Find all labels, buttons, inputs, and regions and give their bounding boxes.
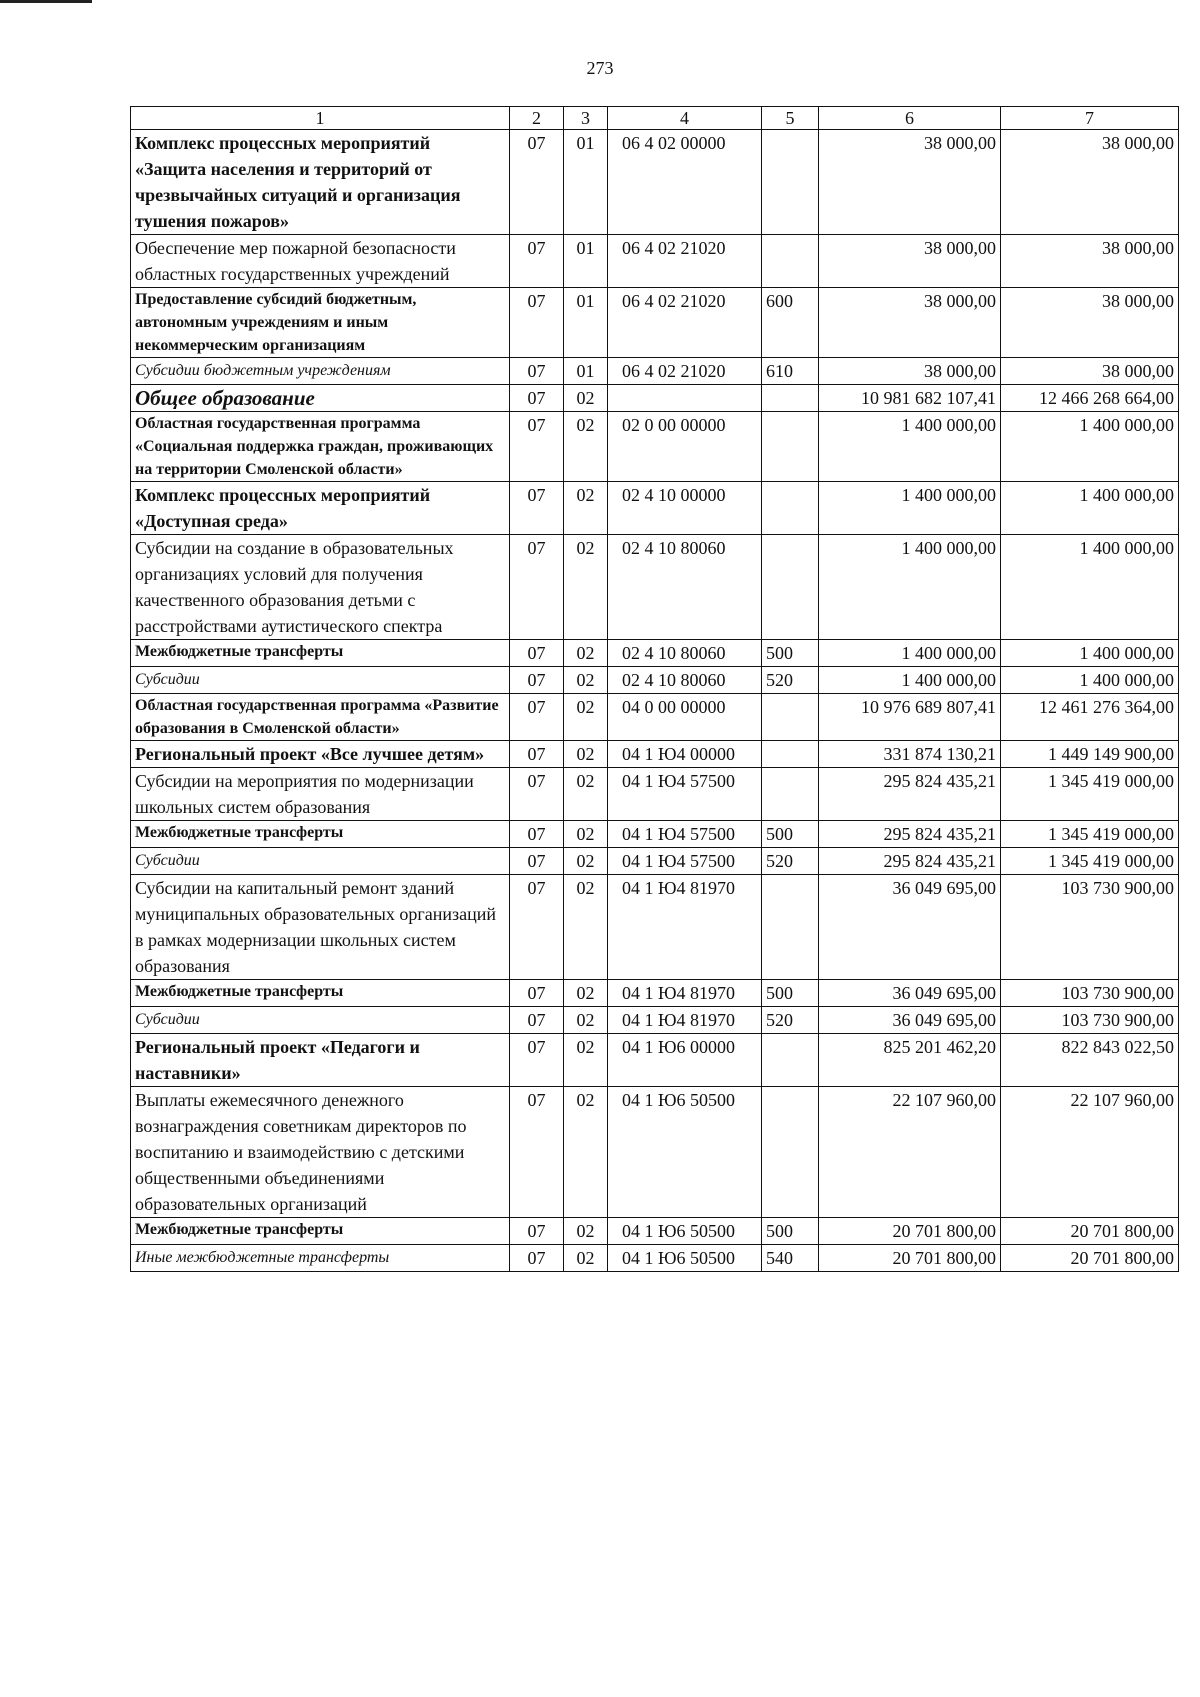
expense-type-cell (762, 385, 819, 412)
amount-year1-cell: 20 701 800,00 (819, 1218, 1001, 1245)
header-row (131, 107, 1179, 130)
row-name-cell: Межбюджетные трансферты (131, 980, 510, 1007)
table-row (131, 1034, 1179, 1087)
section-code-cell: 07 (510, 821, 564, 848)
table-row (131, 640, 1179, 667)
target-article-cell: 06 4 02 21020 (608, 235, 762, 288)
subsection-code-cell: 02 (564, 385, 608, 412)
subsection-code-cell: 02 (564, 1218, 608, 1245)
subsection-code-cell: 02 (564, 412, 608, 482)
section-code-cell: 07 (510, 482, 564, 535)
scan-corner-mark (0, 0, 92, 3)
target-article-cell: 04 1 Ю6 50500 (608, 1087, 762, 1218)
amount-year1-cell: 22 107 960,00 (819, 1087, 1001, 1218)
table-row (131, 482, 1179, 535)
table-row (131, 1087, 1179, 1218)
target-article-cell: 04 1 Ю4 00000 (608, 741, 762, 768)
target-article-cell: 02 4 10 80060 (608, 535, 762, 640)
amount-year2-cell: 20 701 800,00 (1001, 1245, 1179, 1272)
row-name-cell: Региональный проект «Все лучшее детям» (131, 741, 510, 768)
amount-year2-cell: 1 345 419 000,00 (1001, 768, 1179, 821)
table-row (131, 130, 1179, 235)
amount-year1-cell: 331 874 130,21 (819, 741, 1001, 768)
header-cell: 5 (762, 107, 819, 130)
section-code-cell: 07 (510, 288, 564, 358)
table-row (131, 848, 1179, 875)
expense-type-cell (762, 1087, 819, 1218)
expense-type-cell: 500 (762, 1218, 819, 1245)
section-code-cell: 07 (510, 1007, 564, 1034)
amount-year2-cell: 38 000,00 (1001, 288, 1179, 358)
header-cell: 1 (131, 107, 510, 130)
section-code-cell: 07 (510, 640, 564, 667)
table-row (131, 980, 1179, 1007)
table-row (131, 768, 1179, 821)
target-article-cell: 04 1 Ю4 81970 (608, 1007, 762, 1034)
subsection-code-cell: 02 (564, 482, 608, 535)
row-name-cell: Межбюджетные трансферты (131, 640, 510, 667)
target-article-cell: 02 0 00 00000 (608, 412, 762, 482)
amount-year1-cell: 36 049 695,00 (819, 875, 1001, 980)
target-article-cell: 02 4 10 00000 (608, 482, 762, 535)
expense-type-cell: 520 (762, 667, 819, 694)
amount-year2-cell: 822 843 022,50 (1001, 1034, 1179, 1087)
target-article-cell: 04 1 Ю6 00000 (608, 1034, 762, 1087)
subsection-code-cell: 01 (564, 235, 608, 288)
row-name-cell: Субсидии на создание в образовательных организациях условий для получения качественного образования детьми с расстройствами аутистического спектра (131, 535, 510, 640)
table-row (131, 535, 1179, 640)
subsection-code-cell: 02 (564, 741, 608, 768)
expense-type-cell: 600 (762, 288, 819, 358)
row-name-cell: Областная государственная программа «Социальная поддержка граждан, проживающих на территории Смоленской области» (131, 412, 510, 482)
header-cell: 7 (1001, 107, 1179, 130)
target-article-cell (608, 385, 762, 412)
amount-year1-cell: 38 000,00 (819, 288, 1001, 358)
section-code-cell: 07 (510, 980, 564, 1007)
header-cell: 4 (608, 107, 762, 130)
amount-year1-cell: 20 701 800,00 (819, 1245, 1001, 1272)
amount-year1-cell: 295 824 435,21 (819, 848, 1001, 875)
row-name-cell: Субсидии на капитальный ремонт зданий муниципальных образовательных организаций в рамках модернизации школьных систем образования (131, 875, 510, 980)
subsection-code-cell: 02 (564, 1034, 608, 1087)
section-code-cell: 07 (510, 535, 564, 640)
row-name-cell: Комплекс процессных мероприятий «Доступная среда» (131, 482, 510, 535)
expense-type-cell: 500 (762, 980, 819, 1007)
amount-year1-cell: 1 400 000,00 (819, 640, 1001, 667)
target-article-cell: 06 4 02 21020 (608, 288, 762, 358)
table-row (131, 694, 1179, 741)
section-code-cell: 07 (510, 741, 564, 768)
table-row (131, 1007, 1179, 1034)
table-row (131, 741, 1179, 768)
target-article-cell: 04 0 00 00000 (608, 694, 762, 741)
expense-type-cell (762, 741, 819, 768)
amount-year1-cell: 295 824 435,21 (819, 768, 1001, 821)
amount-year2-cell: 103 730 900,00 (1001, 980, 1179, 1007)
expense-type-cell (762, 235, 819, 288)
expense-type-cell: 520 (762, 1007, 819, 1034)
expense-type-cell: 540 (762, 1245, 819, 1272)
subsection-code-cell: 02 (564, 848, 608, 875)
amount-year2-cell: 1 400 000,00 (1001, 640, 1179, 667)
amount-year1-cell: 825 201 462,20 (819, 1034, 1001, 1087)
amount-year1-cell: 1 400 000,00 (819, 482, 1001, 535)
amount-year2-cell: 1 400 000,00 (1001, 667, 1179, 694)
amount-year2-cell: 1 345 419 000,00 (1001, 848, 1179, 875)
subsection-code-cell: 02 (564, 980, 608, 1007)
row-name-cell: Общее образование (131, 385, 510, 412)
target-article-cell: 02 4 10 80060 (608, 667, 762, 694)
amount-year1-cell: 1 400 000,00 (819, 667, 1001, 694)
section-code-cell: 07 (510, 412, 564, 482)
amount-year2-cell: 12 466 268 664,00 (1001, 385, 1179, 412)
section-code-cell: 07 (510, 358, 564, 385)
header-cell: 3 (564, 107, 608, 130)
amount-year2-cell: 103 730 900,00 (1001, 875, 1179, 980)
subsection-code-cell: 02 (564, 1087, 608, 1218)
expense-type-cell: 610 (762, 358, 819, 385)
row-name-cell: Субсидии (131, 667, 510, 694)
subsection-code-cell: 02 (564, 1007, 608, 1034)
page-number: 273 (586, 58, 614, 78)
expense-type-cell: 500 (762, 640, 819, 667)
row-name-cell: Комплекс процессных мероприятий «Защита населения и территорий от чрезвычайных ситуаций и организация тушения пожаров» (131, 130, 510, 235)
amount-year2-cell: 12 461 276 364,00 (1001, 694, 1179, 741)
target-article-cell: 04 1 Ю4 57500 (608, 821, 762, 848)
amount-year2-cell: 1 400 000,00 (1001, 412, 1179, 482)
section-code-cell: 07 (510, 1034, 564, 1087)
expense-type-cell (762, 535, 819, 640)
amount-year1-cell: 295 824 435,21 (819, 821, 1001, 848)
amount-year1-cell: 1 400 000,00 (819, 412, 1001, 482)
row-name-cell: Областная государственная программа «Развитие образования в Смоленской области» (131, 694, 510, 741)
target-article-cell: 06 4 02 00000 (608, 130, 762, 235)
amount-year2-cell: 22 107 960,00 (1001, 1087, 1179, 1218)
header-cell: 2 (510, 107, 564, 130)
expense-type-cell: 520 (762, 848, 819, 875)
section-code-cell: 07 (510, 385, 564, 412)
expense-type-cell (762, 130, 819, 235)
subsection-code-cell: 02 (564, 640, 608, 667)
table-row (131, 288, 1179, 358)
amount-year1-cell: 36 049 695,00 (819, 1007, 1001, 1034)
row-name-cell: Предоставление субсидий бюджетным, автономным учреждениям и иным некоммерческим организациям (131, 288, 510, 358)
section-code-cell: 07 (510, 1245, 564, 1272)
expense-type-cell: 500 (762, 821, 819, 848)
section-code-cell: 07 (510, 848, 564, 875)
target-article-cell: 04 1 Ю6 50500 (608, 1218, 762, 1245)
section-code-cell: 07 (510, 1218, 564, 1245)
subsection-code-cell: 02 (564, 694, 608, 741)
row-name-cell: Межбюджетные трансферты (131, 1218, 510, 1245)
section-code-cell: 07 (510, 1087, 564, 1218)
expense-type-cell (762, 1034, 819, 1087)
row-name-cell: Субсидии (131, 848, 510, 875)
target-article-cell: 04 1 Ю4 57500 (608, 848, 762, 875)
expense-type-cell (762, 482, 819, 535)
amount-year2-cell: 1 449 149 900,00 (1001, 741, 1179, 768)
section-code-cell: 07 (510, 875, 564, 980)
table-row (131, 385, 1179, 412)
subsection-code-cell: 01 (564, 358, 608, 385)
subsection-code-cell: 02 (564, 875, 608, 980)
amount-year2-cell: 38 000,00 (1001, 235, 1179, 288)
subsection-code-cell: 02 (564, 768, 608, 821)
table-row (131, 875, 1179, 980)
amount-year1-cell: 38 000,00 (819, 358, 1001, 385)
table-row (131, 412, 1179, 482)
subsection-code-cell: 01 (564, 288, 608, 358)
row-name-cell: Субсидии бюджетным учреждениям (131, 358, 510, 385)
amount-year1-cell: 38 000,00 (819, 130, 1001, 235)
amount-year1-cell: 10 976 689 807,41 (819, 694, 1001, 741)
amount-year2-cell: 1 400 000,00 (1001, 535, 1179, 640)
table-row (131, 1218, 1179, 1245)
header-cell: 6 (819, 107, 1001, 130)
subsection-code-cell: 01 (564, 130, 608, 235)
expense-type-cell (762, 875, 819, 980)
amount-year2-cell: 103 730 900,00 (1001, 1007, 1179, 1034)
section-code-cell: 07 (510, 130, 564, 235)
section-code-cell: 07 (510, 667, 564, 694)
expense-type-cell (762, 694, 819, 741)
row-name-cell: Обеспечение мер пожарной безопасности областных государственных учреждений (131, 235, 510, 288)
subsection-code-cell: 02 (564, 535, 608, 640)
target-article-cell: 02 4 10 80060 (608, 640, 762, 667)
amount-year1-cell: 36 049 695,00 (819, 980, 1001, 1007)
subsection-code-cell: 02 (564, 1245, 608, 1272)
table-row (131, 1245, 1179, 1272)
section-code-cell: 07 (510, 694, 564, 741)
subsection-code-cell: 02 (564, 821, 608, 848)
amount-year1-cell: 38 000,00 (819, 235, 1001, 288)
row-name-cell: Выплаты ежемесячного денежного вознаграждения советникам директоров по воспитанию и взаимодействию с детскими общественными объединениями образовательных организаций (131, 1087, 510, 1218)
expense-type-cell (762, 768, 819, 821)
target-article-cell: 06 4 02 21020 (608, 358, 762, 385)
section-code-cell: 07 (510, 235, 564, 288)
row-name-cell: Иные межбюджетные трансферты (131, 1245, 510, 1272)
subsection-code-cell: 02 (564, 667, 608, 694)
row-name-cell: Региональный проект «Педагоги и наставники» (131, 1034, 510, 1087)
expense-type-cell (762, 412, 819, 482)
target-article-cell: 04 1 Ю4 57500 (608, 768, 762, 821)
table-row (131, 235, 1179, 288)
table-row (131, 667, 1179, 694)
amount-year2-cell: 1 400 000,00 (1001, 482, 1179, 535)
row-name-cell: Межбюджетные трансферты (131, 821, 510, 848)
budget-table (130, 106, 1179, 1272)
amount-year2-cell: 38 000,00 (1001, 358, 1179, 385)
target-article-cell: 04 1 Ю4 81970 (608, 875, 762, 980)
table-row (131, 358, 1179, 385)
amount-year2-cell: 38 000,00 (1001, 130, 1179, 235)
amount-year2-cell: 1 345 419 000,00 (1001, 821, 1179, 848)
table-row (131, 821, 1179, 848)
section-code-cell: 07 (510, 768, 564, 821)
amount-year1-cell: 1 400 000,00 (819, 535, 1001, 640)
amount-year1-cell: 10 981 682 107,41 (819, 385, 1001, 412)
amount-year2-cell: 20 701 800,00 (1001, 1218, 1179, 1245)
row-name-cell: Субсидии на мероприятия по модернизации школьных систем образования (131, 768, 510, 821)
target-article-cell: 04 1 Ю6 50500 (608, 1245, 762, 1272)
table-body (131, 130, 1179, 1272)
target-article-cell: 04 1 Ю4 81970 (608, 980, 762, 1007)
row-name-cell: Субсидии (131, 1007, 510, 1034)
